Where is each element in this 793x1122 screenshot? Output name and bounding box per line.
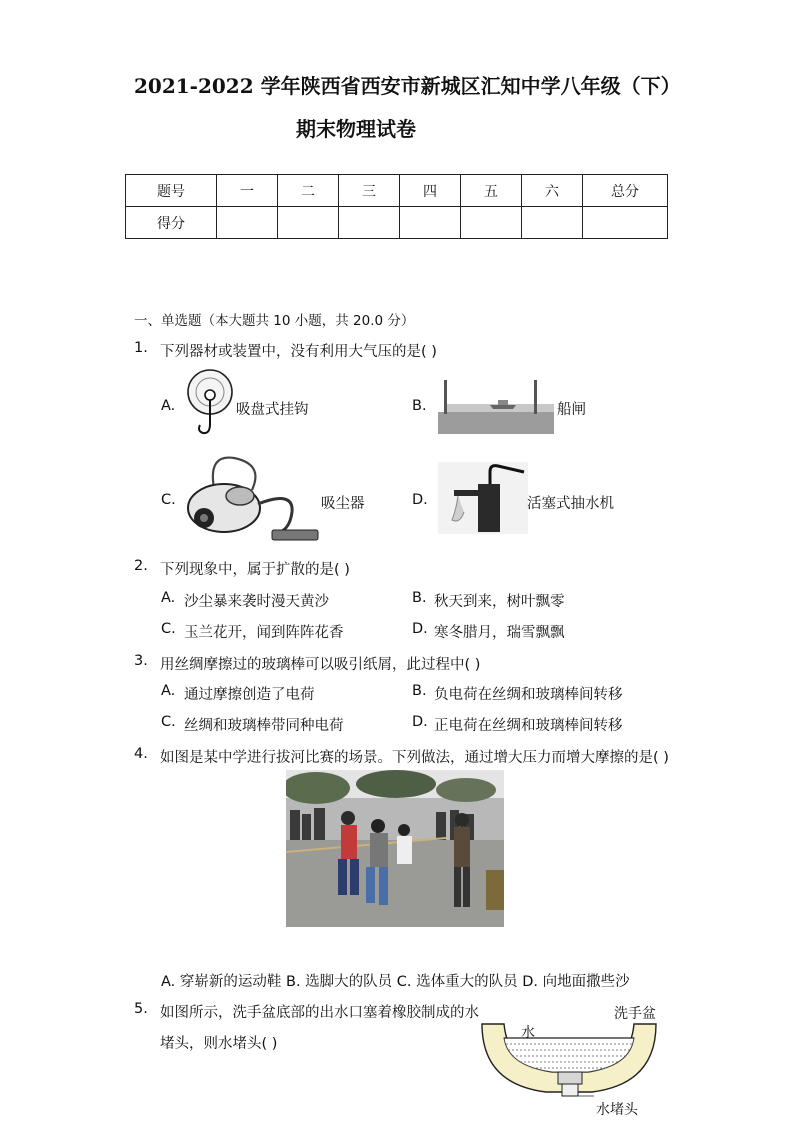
question-stem: 堵头，则水堵头( ) bbox=[160, 1036, 278, 1052]
option-text: 玉兰花开，闻到阵阵花香 bbox=[184, 625, 344, 641]
tug-of-war-photo bbox=[286, 770, 504, 927]
piston-pump-icon bbox=[438, 462, 528, 534]
table-cell: 总分 bbox=[583, 175, 668, 207]
option-letter: A. bbox=[161, 590, 176, 606]
option-letter: A. bbox=[161, 683, 176, 699]
table-row bbox=[126, 175, 668, 207]
option-letter: B. bbox=[412, 398, 427, 414]
table-cell: 五 bbox=[461, 175, 522, 207]
vacuum-cleaner-icon bbox=[184, 450, 324, 546]
table-cell bbox=[217, 207, 278, 239]
question-stem: 用丝绸摩擦过的玻璃棒可以吸引纸屑，此过程中( ) bbox=[160, 657, 481, 673]
question-stem: 如图所示，洗手盆底部的出水口塞着橡胶制成的水 bbox=[160, 1005, 479, 1021]
option-text: 通过摩擦创造了电荷 bbox=[184, 687, 315, 703]
page-title-line2: 期末物理试卷 bbox=[296, 117, 416, 141]
question-number: 3. bbox=[134, 653, 148, 669]
option-letter: D. bbox=[412, 621, 428, 637]
option-letter: B. bbox=[412, 683, 427, 699]
table-row bbox=[126, 207, 668, 239]
question-number: 5. bbox=[134, 1001, 148, 1017]
option-text: 活塞式抽水机 bbox=[527, 496, 614, 512]
option-letter: A. bbox=[161, 398, 176, 414]
table-cell: 得分 bbox=[126, 207, 217, 239]
option-text: 丝绸和玻璃棒带同种电荷 bbox=[184, 718, 344, 734]
question-number: 2. bbox=[134, 558, 148, 574]
option-text: 沙尘暴来袭时漫天黄沙 bbox=[184, 594, 329, 610]
option-text: 吸盘式挂钩 bbox=[236, 402, 309, 418]
score-table bbox=[125, 174, 668, 239]
table-cell bbox=[339, 207, 400, 239]
table-cell bbox=[461, 207, 522, 239]
suction-hook-icon bbox=[184, 368, 236, 440]
water-label: 水 bbox=[521, 1025, 535, 1041]
table-cell bbox=[522, 207, 583, 239]
question-number: 1. bbox=[134, 340, 148, 356]
question-number: 4. bbox=[134, 746, 148, 762]
option-text: 船闸 bbox=[557, 402, 586, 418]
wash-basin-diagram bbox=[480, 1020, 660, 1100]
question-stem: 下列器材或装置中，没有利用大气压的是( ) bbox=[160, 344, 437, 360]
option-letter: C. bbox=[161, 492, 176, 508]
option-letter: C. bbox=[161, 714, 176, 730]
option-letter: D. bbox=[412, 492, 428, 508]
option-text: 负电荷在丝绸和玻璃棒间转移 bbox=[434, 687, 623, 703]
option-text: 秋天到来，树叶飘零 bbox=[434, 594, 565, 610]
option-letter: B. bbox=[412, 590, 427, 606]
table-cell: 六 bbox=[522, 175, 583, 207]
table-cell bbox=[278, 207, 339, 239]
table-cell bbox=[583, 207, 668, 239]
table-cell: 四 bbox=[400, 175, 461, 207]
option-text: 寒冬腊月，瑞雪飘飘 bbox=[434, 625, 565, 641]
table-cell: 二 bbox=[278, 175, 339, 207]
table-cell bbox=[400, 207, 461, 239]
page-title-line1: 2021-2022 学年陕西省西安市新城区汇知中学八年级（下） bbox=[134, 74, 681, 98]
option-letter: D. bbox=[412, 714, 428, 730]
option-text: 正电荷在丝绸和玻璃棒间转移 bbox=[434, 718, 623, 734]
option-letter: C. bbox=[161, 621, 176, 637]
question-stem: 下列现象中，属于扩散的是( ) bbox=[160, 562, 350, 578]
table-cell: 题号 bbox=[126, 175, 217, 207]
ship-lock-icon bbox=[438, 378, 556, 434]
table-cell: 三 bbox=[339, 175, 400, 207]
option-row: A. 穿崭新的运动鞋 B. 选脚大的队员 C. 选体重大的队员 D. 向地面撒些沙 bbox=[161, 974, 630, 990]
question-stem: 如图是某中学进行拔河比赛的场景。下列做法，通过增大压力而增大摩擦的是( ) bbox=[160, 750, 669, 766]
table-cell: 一 bbox=[217, 175, 278, 207]
basin-label: 洗手盆 bbox=[614, 1006, 656, 1022]
option-text: 吸尘器 bbox=[321, 496, 365, 512]
section-heading: 一、单选题（本大题共 10 小题，共 20.0 分） bbox=[134, 313, 415, 329]
plug-label: 水堵头 bbox=[596, 1102, 638, 1118]
